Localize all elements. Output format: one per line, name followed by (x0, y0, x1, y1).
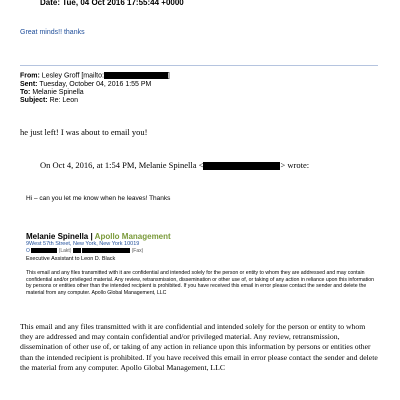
quote-suffix: > wrote: (280, 160, 310, 170)
date-value: Tue, 04 Oct 2016 17:55:44 +0000 (62, 0, 184, 7)
phone-o-tag: (Lakt) (58, 248, 72, 254)
from-label: From: (20, 72, 40, 80)
forward-subject (20, 97, 78, 104)
signature-company: Apollo Management (94, 232, 171, 241)
phone-f-tag: (Fax) (131, 248, 144, 254)
sent-value: Tuesday, October 04, 2016 1:55 PM (39, 81, 152, 88)
signature-disclaimer: This email and any files transmitted with it are confidential and intended solely for the person or entity to whom they are addressed and may contain confidential and/or privileged material. Any review, retransmission, dissemination or other use of, or taking of any action in reliance upon this information by persons or entities other than the intended recipient is prohibited. If you have received this email in error please contact the sender and delete the material from any computer. Apollo Global Management, LLC (26, 270, 375, 296)
date-label: Date: (40, 0, 61, 7)
from-close: ] (167, 72, 170, 80)
forward-from (20, 72, 170, 79)
signature-name: Melanie Spinella (26, 232, 89, 241)
to-value: Melanie Spinella (32, 89, 84, 96)
redaction-block (73, 248, 81, 253)
date-line (40, 0, 184, 7)
redaction-block (104, 72, 168, 79)
redaction-block (203, 162, 280, 170)
forward-sent (20, 81, 151, 88)
top-reply: Great minds!! thanks (20, 29, 85, 36)
from-value: Lesley Groff [mailto: (41, 72, 104, 80)
to-label: To: (20, 89, 31, 96)
quoted-message: Hi – can you let me know when he leaves! Thanks (26, 195, 171, 202)
signature-separator: | (90, 232, 93, 241)
forward-to (20, 89, 84, 96)
redaction-block (31, 248, 57, 253)
phone-o-label: O (26, 248, 30, 254)
redaction-block (82, 248, 130, 253)
signature-title: Executive Assistant to Leon D. Black (26, 256, 116, 262)
quote-prefix: On Oct 4, 2016, at 1:54 PM, Melanie Spinella < (40, 160, 204, 170)
footer-disclaimer: This email and any files transmitted with it are confidential and intended solely for the person or entity to whom they are addressed and may contain confidential and/or privileged material. Any review, retransmission, dissemination of other use of, or taking of any action in reliance upon this information by persons or entities other than the intended recipient is prohibited. If you have received this email in error please contact the sender and delete the material from any computer. Apollo Global Management, LLC (20, 322, 378, 372)
sent-label: Sent: (20, 81, 38, 88)
signature-phone-line (26, 248, 143, 254)
separator-line (20, 65, 378, 66)
subject-label: Subject: (20, 97, 48, 104)
reply-body: he just left! I was about to email you! (20, 127, 148, 137)
signature-address: 9West 57th Street, New York, New York 10019 (26, 241, 140, 247)
signature-name-line (26, 232, 171, 241)
quote-line (40, 160, 309, 170)
subject-value: Re: Leon (49, 97, 78, 104)
